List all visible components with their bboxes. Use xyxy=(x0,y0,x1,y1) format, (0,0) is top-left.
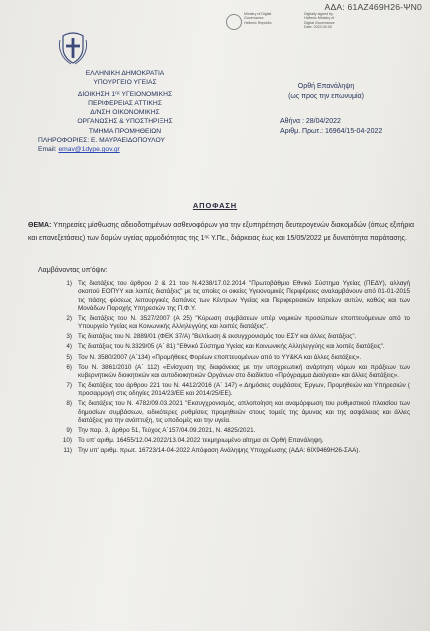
item-text: Την υπ' αριθμ. πρωτ. 16723/14-04-2022 Απόφαση Ανάληψης Υποχρέωσης (ΑΔΑ: 6ΙΧ9469Η26-ΣΑΑ). xyxy=(78,447,361,455)
item-text: Τις διατάξεις του Ν.3329/05 (Α΄ 81) "Εθνικό Σύστημα Υγείας και Κοινωνικής Αλληλεγγύης και λοιπές διατάξεις". xyxy=(78,343,385,351)
publish-label: Ορθή Επανάληψη xyxy=(297,83,355,90)
consideration-item xyxy=(52,447,410,455)
item-number: 6) xyxy=(66,363,72,371)
authority-line-1: ΕΛΛΗΝΙΚΗ ΔΗΜΟΚΡΑΤΙΑ xyxy=(85,70,165,77)
item-number: 7) xyxy=(66,381,72,389)
item-text: Το υπ' αριθμ. 16455/12.04.2022/13.04.2022 τεκμηριωμένο αίτημα σε Ορθή Επανάληψη. xyxy=(78,437,324,445)
consideration-item xyxy=(52,427,410,435)
document-title: ΑΠΟΦΑΣΗ xyxy=(192,201,238,210)
signature-logo-icon xyxy=(226,14,242,30)
issuing-authority-block xyxy=(30,69,220,155)
item-text: Τις διατάξεις του Ν. 3527/2007 (Α 25) "Κύρωση συμβάσεων υπέρ νομικών προσώπων εποπτευόμενων από το Υπουργείο Υγείας και Κοινωνικής Αλληλεγγύης και λοιπές διατάξεις". xyxy=(78,315,410,331)
greek-coat-of-arms-icon xyxy=(58,30,88,66)
digital-signature-stamp xyxy=(226,12,364,36)
subject-paragraph: ΘΕΜΑ: Υπηρεσίες μίσθωσης αδειοδοτημένων ασθενοφόρων για την εξυπηρέτηση δευτερογενών διακομιδών (όπως εξιτήρια και επανεξετάσεις) των δομών υγείας αρμοδιότητας της $1^{\eta\varsigma}$ Υ.Πε., διάρκειας έως και 15/05/2022 με δυνατότητα παράτασης. xyxy=(28,222,414,242)
consideration-item xyxy=(52,343,410,351)
subject-label: ΘΕΜΑ: xyxy=(28,222,52,229)
signature-col1: Ministry of Digital Governance Hellenic Republic xyxy=(244,12,272,25)
authority-line-5: Δ/ΝΣΗ ΟΙΚΟΝΟΜΙΚΗΣ xyxy=(90,109,160,117)
consideration-item xyxy=(52,354,410,362)
email-link[interactable]: emav@1dype.gov.gr xyxy=(58,146,120,154)
item-text: Τις διατάξεις του Ν. 4782/09.03.2021 "Εκσυγχρονισμός, απλοποίηση και αναμόρφωση του ρυθμιστικού πλαισίου των δημοσίων συμβάσεων, ειδικότερες ρυθμίσεις προμηθειών στους τομείς της άμυνας και της ασφάλειας και άλλες διατάξεις για την ανάπτυξη, τις υποδομές και την υγεία. xyxy=(78,400,410,424)
authority-line-3: ΔΙΟΙΚΗΣΗ $1^{\eta\varsigma}$ ΥΓΕΙΟΝΟΜΙΚΗΣ xyxy=(77,89,173,98)
consideration-item xyxy=(52,280,410,313)
consideration-item xyxy=(52,315,410,332)
authority-line-7: ΤΜΗΜΑ ΠΡΟΜΗΘΕΙΩΝ xyxy=(88,127,162,135)
consideration-item xyxy=(52,364,410,381)
authority-line-2: ΥΠΟΥΡΓΕΙΟ ΥΓΕΙΑΣ xyxy=(93,79,157,87)
authority-line-4: ΠΕΡΙΦΕΡΕΙΑΣ ΑΤΤΙΚΗΣ xyxy=(88,99,162,107)
signature-col2: Digitally signed by Hellenic Ministry of Digital Governance Date: 2022.04.28 xyxy=(304,12,335,30)
item-text: Τις διατάξεις του άρθρου 221 του Ν. 4412/2016 (Α΄ 147) « Δημόσιες συμβάσεις Έργων, Προμηθειών και Υπηρεσιών ( προσαρμογή στις οδηγίες 2014/23/ΕΕ και 2014/25/ΕΕ). xyxy=(78,381,410,398)
item-number: 10) xyxy=(62,437,72,445)
item-number: 11) xyxy=(63,447,72,455)
item-number: 5) xyxy=(66,353,72,361)
item-number: 8) xyxy=(66,400,72,408)
contact-info: ΠΛΗΡΟΦΟΡΙΕΣ: Ε. ΜΑΥΡΑΕΙΔΟΠΟΥΛΟΥ xyxy=(38,137,165,145)
item-text: Του Ν. 3861/2010 (Α΄ 112) «Ενίσχυση της διαφάνειας με την υποχρεωτική ανάρτηση νόμων και πράξεων των κυβερνητικών διοικητικών και αυτοδιοικητικών Οργάνων στο διαδίκτυο «Πρόγραμμα Διαύγεια» και άλλες διατάξεις». xyxy=(78,363,410,379)
consideration-item xyxy=(52,382,410,399)
item-number: 4) xyxy=(66,343,72,351)
authority-line-6: ΟΡΓΑΝΩΣΗΣ & ΥΠΟΣΤΗΡΙΞΗΣ xyxy=(77,118,173,126)
item-number: 3) xyxy=(66,333,72,341)
item-text: Τις διατάξεις του άρθρου 2 & 21 του Ν.4238/17.02.2014 "Πρωτοβάθμιο Εθνικό Σύστημα Υγείας (ΠΕΔΥ), αλλαγή σκοπού ΕΟΠΥΥ και λοιπές διατάξεις" με τις οποίες οι οικείες Υγειονομικές Περιφέρειες αναλαμβάνουν από 01-01-2015 τις πάσης φύσεως λειτουργικές δαπάνες των Κέντρων Υγείας και Περιφερειακών Ιατρείων αυτών, καθώς και των Μονάδων Παροχής Υπηρεσιών της Π.Φ.Υ. xyxy=(78,280,410,313)
considering-heading: Λαμβάνοντας υπ'όψιν: xyxy=(38,267,108,274)
email-row: Email: emav@1dype.gov.gr xyxy=(38,146,120,154)
publish-sublabel: (ως προς την επωνυμία) xyxy=(288,92,364,100)
item-number: 2) xyxy=(66,315,72,323)
document-date: Αθήνα : 28/04/2022 xyxy=(280,118,341,125)
consideration-item xyxy=(52,400,410,425)
document-meta-block xyxy=(280,82,420,137)
item-text: Τον Ν. 3580/2007 (Α΄134) «Προμήθειες Φορέων εποπτευομένων από το ΥΥ&ΚΑ και άλλες διατάξεις». xyxy=(78,353,362,361)
considerations-list xyxy=(52,280,410,457)
ada-code: ΑΔΑ: 61ΑΖ469Η26-ΨΝ0 xyxy=(324,2,422,12)
item-text: Τις διατάξεις του Ν. 2889/01 (ΦΕΚ 37/Α) "Βελτίωση & εκσυγχρονισμός του ΕΣΥ και άλλες διατάξεις". xyxy=(78,333,357,341)
protocol-number: Αριθμ. Πρωτ.: 16964/15-04-2022 xyxy=(280,128,383,135)
item-number: 9) xyxy=(66,427,72,434)
item-number: 1) xyxy=(66,280,72,287)
consideration-item xyxy=(52,333,410,341)
item-text: Την παρ. 3, άρθρο 51, Τεύχος Α΄157/04.09.2021, Ν. 4825/2021. xyxy=(78,427,256,434)
consideration-item xyxy=(52,437,410,445)
